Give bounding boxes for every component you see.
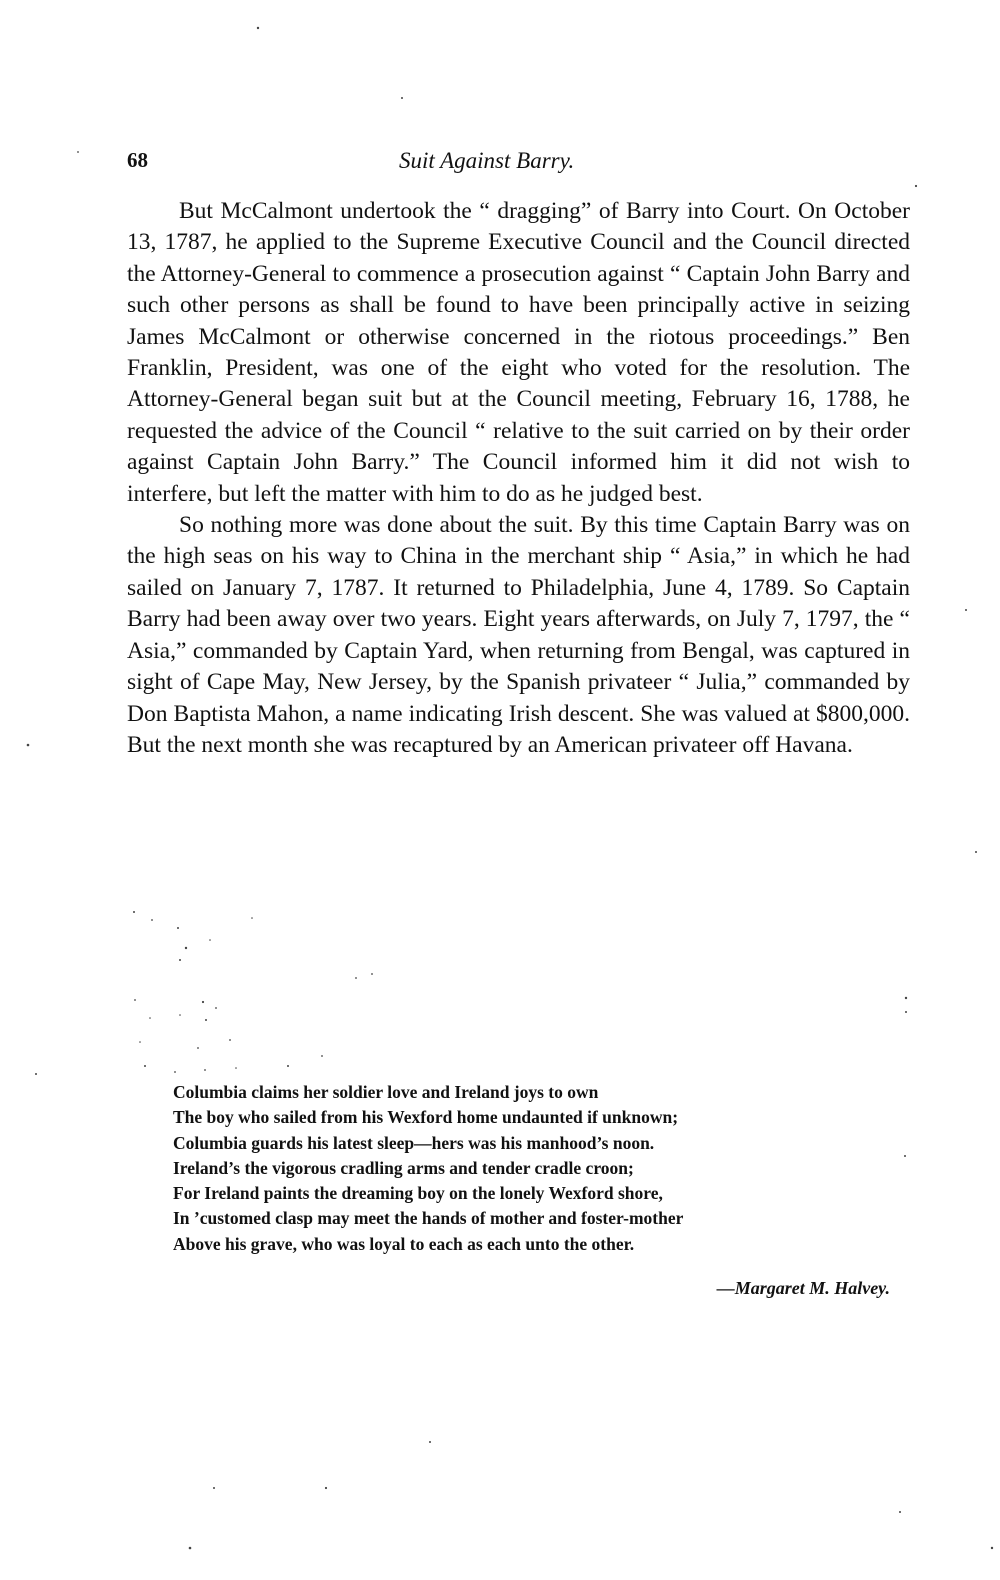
page-number: 68 — [127, 148, 148, 172]
poem-line: For Ireland paints the dreaming boy on the lonely Wexford shore, — [173, 1183, 663, 1204]
running-title: Suit Against Barry. — [399, 148, 575, 173]
poem-line: The boy who sailed from his Wexford home undaunted if unknown; — [173, 1107, 679, 1128]
paragraph: But McCalmont undertook the “ dragging” of Barry into Court. On October 13, 1787, he applied to the Supreme Executive Council and the Council directed the Attorney-General to commence a prosecution against “ Captain John Barry and such other persons as shall be found to have been principally active in seizing James McCalmont or otherwise concerned in the riotous proceedings.” Ben Franklin, President, was one of the eight who voted for the resolution. The Attorney-General began suit but at the Council meeting, February 16, 1788, he requested the advice of the Council “ relative to the suit carried on by their order against Captain John Barry.” The Council informed him it did not wish to interfere, but left the matter with him to do as he judged best. — [127, 198, 910, 507]
poem-line: Above his grave, who was loyal to each as each unto the other. — [173, 1233, 635, 1254]
paragraph: So nothing more was done about the suit. By this time Captain Barry was on the high seas on his way to China in the merchant ship “ Asia,” in which he had sailed on January 7, 1787. It returned to Philadelphia, June 4, 1789. So Captain Barry had been away over two years. Eight years afterwards, on July 7, 1797, the “ Asia,” commanded by Captain Yard, when returning from Bengal, was captured in sight of Cape May, New Jersey, by the Spanish privateer “ Julia,” commanded by Don Baptista Mahon, a name indicating Irish descent. She was valued at $800,000. But the next month she was recaptured by an American privateer off Havana. — [127, 512, 910, 758]
poem-line: In ’customed clasp may meet the hands of mother and foster-mother — [173, 1208, 684, 1229]
poem-line: Columbia claims her soldier love and Ireland joys to own — [173, 1082, 599, 1102]
body-text — [127, 196, 910, 761]
poem — [173, 1080, 893, 1257]
poem-attribution: —Margaret M. Halvey. — [716, 1278, 890, 1298]
poem-line: Ireland’s the vigorous cradling arms and tender cradle croon; — [173, 1157, 634, 1178]
page-header — [127, 148, 910, 178]
poem-line: Columbia guards his latest sleep—hers was his manhood’s noon. — [173, 1132, 655, 1153]
